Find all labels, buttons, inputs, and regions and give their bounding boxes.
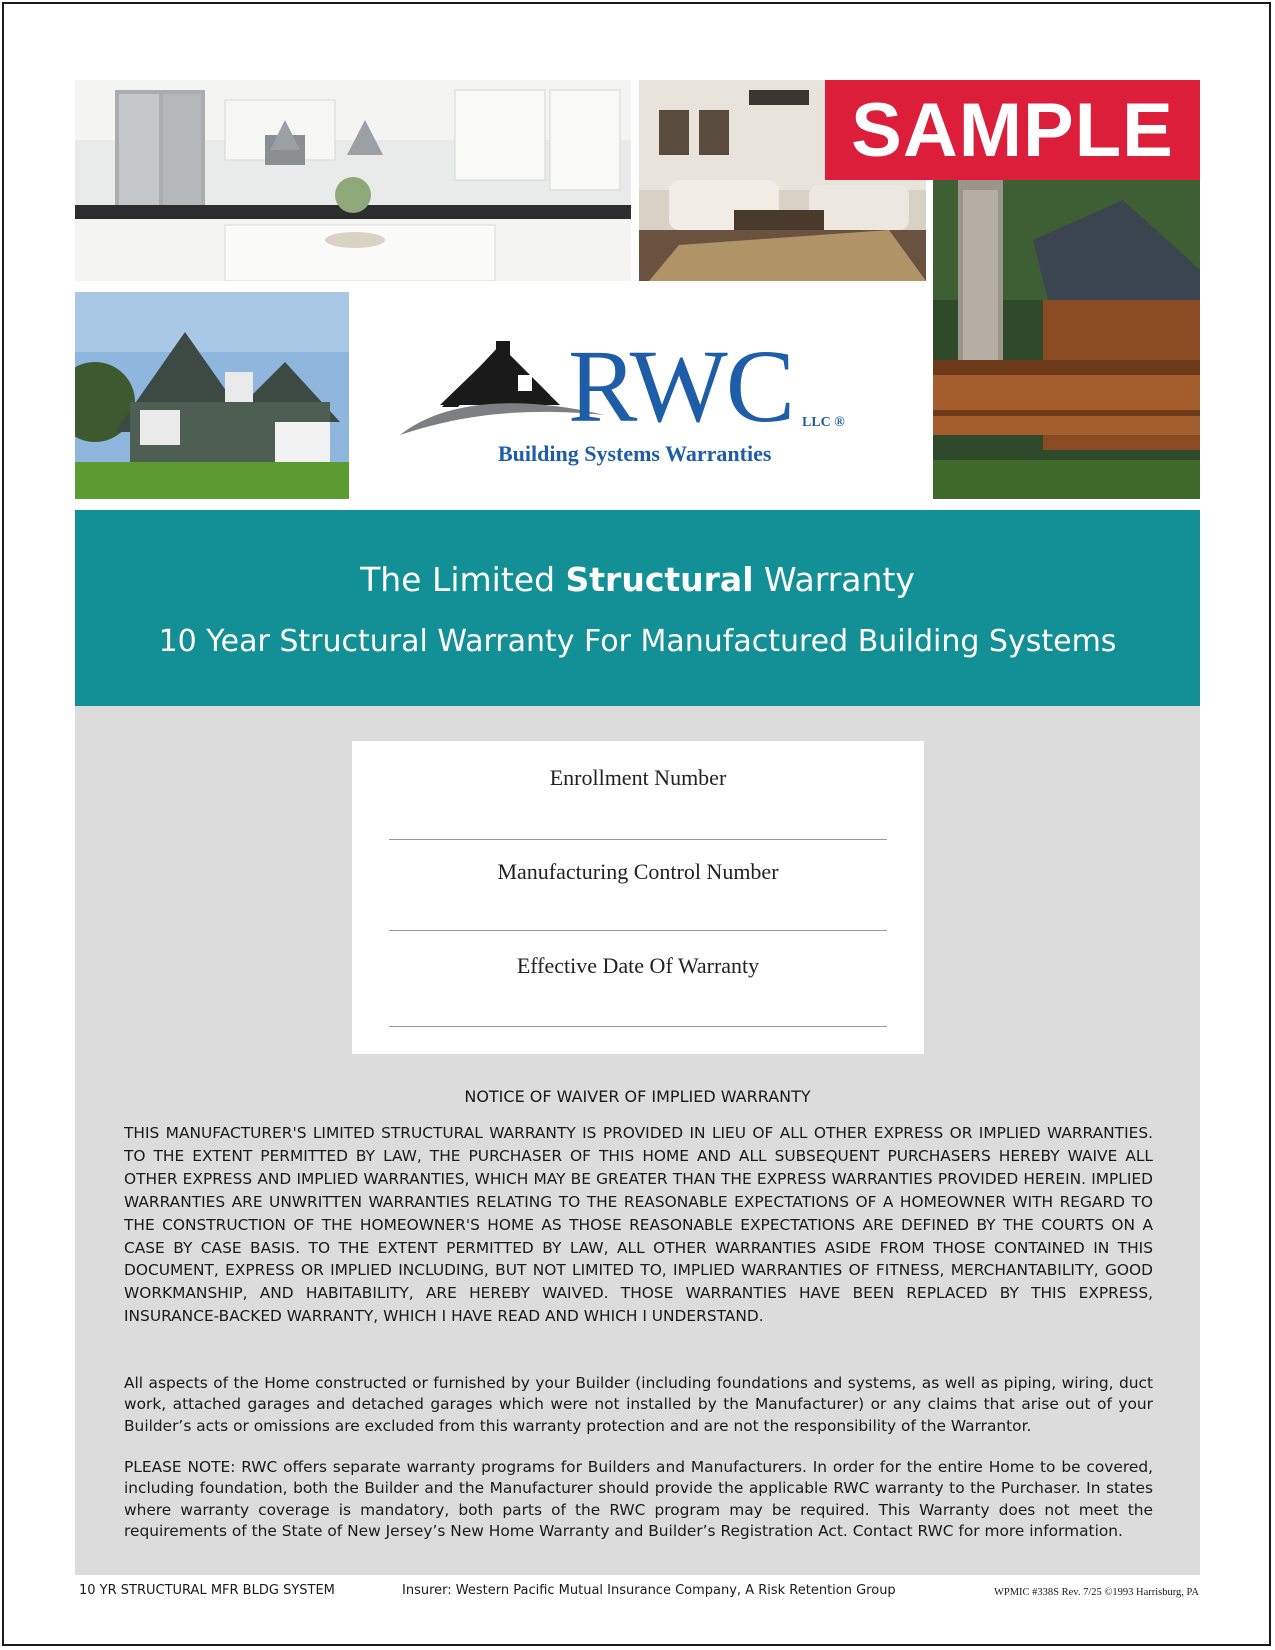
- effective-date-label: Effective Date Of Warranty: [516, 953, 760, 978]
- logo-wordmark: RWC: [568, 329, 794, 444]
- logo-suffix: LLC ®: [802, 415, 845, 430]
- enrollment-number-field[interactable]: [389, 839, 887, 840]
- builder-exclusion-paragraph: All aspects of the Home constructed or furnished by your Builder (including foundations and systems, as well as piping, wiring, duct work, attached garages and detached garages which were not installed by the Manufacturer) or any claims that arise out of your Builder’s acts or omissions are excluded from this warranty protection and are not the responsibility of the Warrantor.: [124, 1374, 1153, 1435]
- logo-tagline: Building Systems Warranties: [498, 441, 772, 466]
- please-note-paragraph: PLEASE NOTE: RWC offers separate warranty programs for Builders and Manufacturers. In order for the entire Home to be covered, including foundation, both the Builder and the Manufacturer should provide the applicable RWC warranty to the Purchaser. In states where warranty coverage is mandatory, both parts of the RWC program may be required. This Warranty does not meet the requirements of the State of New Jersey’s New Home Warranty and Builder’s Registration Act. Contact RWC for more information.: [124, 1458, 1153, 1541]
- banner-title: The Limited Structural Warranty: [360, 560, 915, 599]
- waiver-paragraph: THIS MANUFACTURER'S LIMITED STRUCTURAL WARRANTY IS PROVIDED IN LIEU OF ALL OTHER EXPRESS OR IMPLIED WARRANTIES. TO THE EXTENT PERMITTED BY LAW, THE PURCHASER OF THIS HOME AND ALL SUBSEQUENT PURCHASERS HEREBY WAIVE ALL OTHER EXPRESS AND IMPLIED WARRANTIES, WHICH MAY BE GREATER THAN THE EXPRESS WARRANTIES PROVIDED HEREIN. IMPLIED WARRANTIES ARE UNWRITTEN WARRANTIES RELATING TO THE REASONABLE EXPECTATIONS OF A HOMEOWNER WITH REGARD TO THE CONSTRUCTION OF THE HOMEOWNER'S HOME AS THOSE REASONABLE EXPECTATIONS ARE DEFINED BY THE COURTS ON A CASE BY CASE BASIS. TO THE EXTENT PERMITTED BY LAW, ALL OTHER WARRANTIES ASIDE FROM THOSE CONTAINED IN THIS DOCUMENT, EXPRESS OR IMPLIED INCLUDING, BUT NOT LIMITED TO, IMPLIED WARRANTIES OF FITNESS, MERCHANTABILITY, GOOD WORKMANSHIP, AND HABITABILITY, ARE HEREBY WAIVED. THOSE WARRANTIES HAVE BEEN REPLACED BY THIS EXPRESS, INSURANCE-BACKED WARRANTY, WHICH I HAVE READ AND WHICH I UNDERSTAND.: [124, 1124, 1153, 1326]
- title-banner: [75, 510, 1200, 706]
- manufacturing-control-number-field[interactable]: [389, 930, 887, 931]
- house-photo: [75, 292, 349, 499]
- notice-title: NOTICE OF WAIVER OF IMPLIED WARRANTY: [464, 1087, 811, 1106]
- effective-date-field[interactable]: [389, 1026, 887, 1027]
- footer-form-code: WPMIC #338S Rev. 7/25 ©1993 Harrisburg, PA: [993, 1587, 1199, 1598]
- footer-form-name: 10 YR STRUCTURAL MFR BLDG SYSTEM: [79, 1583, 335, 1598]
- enrollment-form: [352, 741, 924, 1054]
- enrollment-number-label: Enrollment Number: [549, 765, 727, 790]
- sample-badge: SAMPLE: [825, 80, 1200, 180]
- footer-insurer: Insurer: Western Pacific Mutual Insurance Company, A Risk Retention Group: [402, 1583, 896, 1598]
- manufacturing-control-number-label: Manufacturing Control Number: [497, 859, 779, 884]
- kitchen-photo: [75, 80, 631, 281]
- banner-title-bold: Structural: [565, 560, 754, 599]
- cabin-photo: [933, 180, 1200, 499]
- banner-subtitle: 10 Year Structural Warranty For Manufactured Building Systems: [158, 624, 1117, 659]
- rwc-logo: [400, 329, 860, 475]
